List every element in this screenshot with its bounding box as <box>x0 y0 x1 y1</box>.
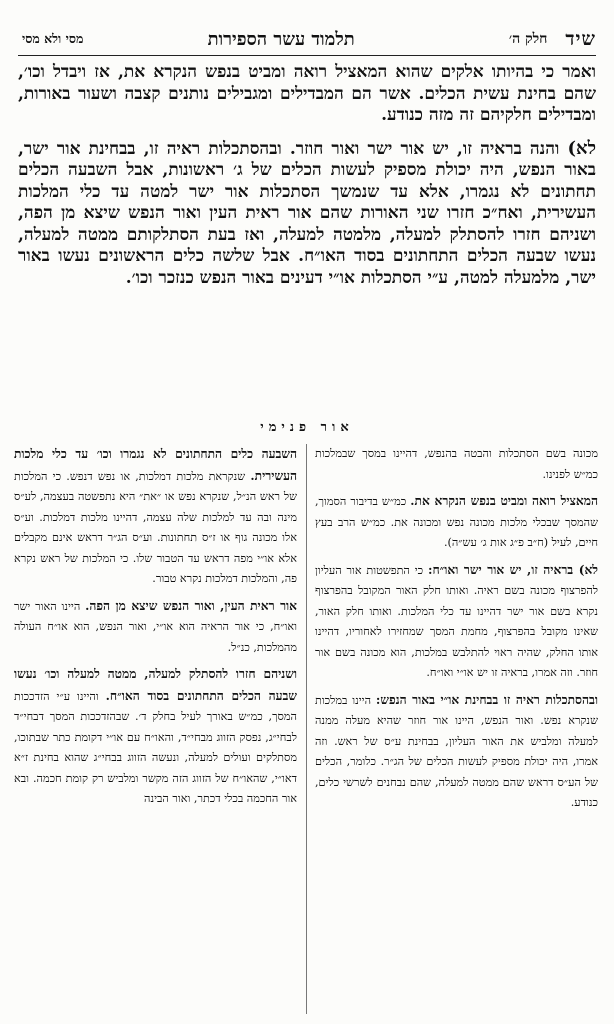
page-number: שיד <box>565 27 596 50</box>
commentary-paragraph <box>315 690 598 814</box>
header-rule <box>18 55 596 56</box>
commentary-paragraph <box>315 560 598 684</box>
commentary-text: היינו במלכות שנקרא נפש. ואור הנפש, היינו אור חוזר שהיא מעלה ממנה למעלה ומלביש את האור העליון, בבחינת ע״ס של ראש. וזה אמרו, היה יכולת מספיק לעשות הכלים של הג״ר. כלומר, הכלים של הע״ס דראש שהם ממטה למעלה, שהם נבחנים לשרשי כלים, כנודע. <box>315 693 598 809</box>
main-text <box>18 62 596 289</box>
side-title: מסי ולא מסי <box>22 31 84 46</box>
dibur-hamatchil: השבעה כלים התחתונים לא נגמרו וכו׳ עד כלי מלכות העשירית. <box>14 447 298 483</box>
commentary-paragraph <box>14 596 297 659</box>
main-paragraph-1: ואמר כי בהיותו אלקים שהוא המאציל רואה ומביט בנפש הנקרא את, אז ויבדל וכו׳, שהם בחינת עשית הכלים. אשר הם המבדילים ומגבילים נותנים קצבה ושעור באורות, ומבדילים חלקיהם זה מזה כנודע. <box>18 62 596 125</box>
dibur-hamatchil: אור ראית העין, ואור הנפש שיצא מן הפה. <box>85 598 297 613</box>
main-paragraph-2-text: והנה בראיה זו, יש אור ישר ואור חוזר. ובהסתכלות ראיה זו, בבחינת אור ישר, באור הנפש, היה יכולת מספיק לעשות הכלים של ג׳ ראשונות, אבל השבעה הכלים תחתונים לא נגמרו, אלא עד שנמשך הסתכלות אור ישר למטה עד כלי המלכות העשירית, ואח״כ חזרו שני האורות שהם אור ראית העין ואור הנפש שיצא מן הפה, ושניהם חזרו להסתלק למעלה, מלמטה למעלה, ואז בעת הסתלקותם ממטה למעלה, נעשו שבעה הכלים התחתונים בסוד האו״ח. אבל שלשה כלים הראשונים נעשו באור ישר, מלמעלה למטה, ע״י הסתכלות או״י דעינים באור הנפש כנזכר וכו׳. <box>18 138 596 288</box>
book-title: תלמוד עשר הספירות <box>207 28 355 50</box>
commentary-text: היינו האור ישר ואו״ח, כי אור הראיה הוא או״י, ואור הנפש, הוא או״ח העולה מהמלכות, כנ״ל. <box>14 599 297 654</box>
commentary-paragraph <box>14 444 297 590</box>
commentary-paragraph: מכונה בשם הסתכלות והבטה בהנפש, דהיינו במסך שבמלכות כמ״ש לפנינו. <box>315 447 598 481</box>
commentary-heading: אור פנימי <box>260 420 354 435</box>
commentary-text: שנקראת מלכות דמלכות, או נפש דנפש. כי המלכות של ראש הנ״ל, שנקרא נפש או ״את״ היא נתפשטה בעצמה, לע״ס מינה ובה עד למלכות שלה עצמה, דהיינו מלכות דמלכות. וע״ס אלו מכונה גוף או ז״ס תחתונות. וע״ס הג״ר דראש אינם מקבלים אלא או״י מפה דראש עד הטבור שלו. כי המלכות של ראש נקרא פה, והמלכות דמלכות נקרא טבור. <box>14 469 297 585</box>
dibur-hamatchil: ושניהם חזרו להסתלק למעלה, ממטה למעלה וכו׳ נעשו שבעה הכלים התחתונים בסוד האו״ח. <box>14 667 297 703</box>
running-header <box>22 28 596 50</box>
column-divider <box>306 444 307 1014</box>
paragraph-marker: לא) <box>567 137 596 159</box>
commentary-column-left <box>14 444 297 816</box>
main-paragraph-2 <box>18 138 596 290</box>
commentary-text: כי התפשטות אור העליון להפרצוף מכונה בשם ראיה. ואותו חלק האור המקובל בהפרצוף נקרא בשם אור ישר דהיינו עד כלי המלכות. ואותו חלק האור, שאינו מקובל בהפרצוף, מחמת המסך שמחזירו לאחוריו, דהיינו אותו החלק, שהיה ראוי להתלבש במלכות, הוא מכונה בשם אור חוזר. וזה אמרו, בראיה זו יש או״י ואו״ח. <box>315 563 598 679</box>
commentary-text: והיינו ע״י הזדככות המסך, כמ״ש באורך לעיל בחלק ד׳. שבהזדככות המסך דבחי״ד לבחי״ג, נפסק הזווג מבחי״ד, והאו״ח עם או״י דקומת כתר שבתוכו, מסתלקים ועולים למעלה, ונעשה הזווג בבחי״ג שהוא בחינת ז״א דאו״י, שהאו״ח של הזווג הזה מקשר ומלביש רק קומת חכמה. ובא אור החכמה בכלי דכתר, ואור הבינה <box>14 689 297 805</box>
dibur-hamatchil: המאציל רואה ומביט בנפש הנקרא את. <box>410 494 598 508</box>
commentary-paragraph <box>315 491 598 554</box>
commentary-text: כמ״ש בדיבור הסמוך, שהמסך שבכלי מלכות מכונה נפש ומכונה את. כמ״ש הרב בעץ חיים, לעיל (ח״ב פ״ג אות ג׳ עש״ה). <box>315 495 598 549</box>
commentary-column-right <box>315 444 598 820</box>
commentary-paragraph <box>14 664 297 810</box>
dibur-hamatchil: לא) בראיה זו, יש אור ישר ואו״ח: <box>427 562 598 577</box>
dibur-hamatchil: ובהסתכלות ראיה זו בבחינת או״י באור הנפש: <box>375 692 598 707</box>
section-label: חלק ה׳ <box>508 30 548 47</box>
